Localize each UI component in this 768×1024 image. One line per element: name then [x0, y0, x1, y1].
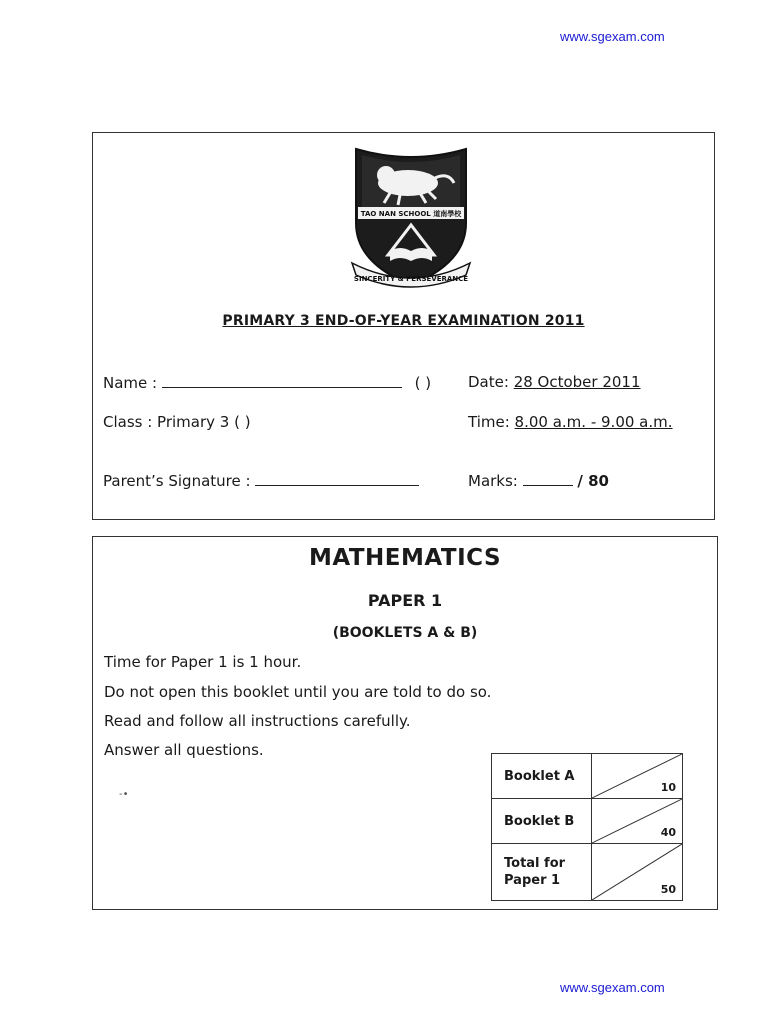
paper-title: PAPER 1: [367, 591, 443, 610]
total-label: Total for Paper 1: [492, 844, 592, 901]
booklet-a-max: 10: [660, 781, 676, 794]
booklet-b-score-cell[interactable]: [592, 799, 683, 844]
name-blank[interactable]: [162, 373, 402, 388]
website-url-bottom[interactable]: www.sgexam.com: [560, 980, 665, 995]
time-label: Time:: [468, 413, 510, 431]
table-row: [492, 844, 683, 901]
signature-row: [103, 471, 419, 490]
scan-speck: -•: [119, 789, 129, 800]
total-max: 50: [660, 883, 676, 896]
instruction-item: Answer all questions.: [104, 741, 264, 759]
svg-text:SINCERITY & PERSEVERANCE: SINCERITY & PERSEVERANCE: [353, 275, 469, 283]
table-row: [492, 799, 683, 844]
date-row: [468, 373, 641, 391]
booklet-a-label: Booklet A: [492, 754, 592, 799]
instruction-item: Read and follow all instructions carefully.: [104, 712, 411, 730]
marks-table: [491, 753, 683, 901]
signature-blank[interactable]: [255, 471, 419, 486]
total-score-cell[interactable]: [592, 844, 683, 901]
time-row: [468, 413, 673, 431]
signature-label: Parent’s Signature :: [103, 472, 251, 490]
instruction-item: Time for Paper 1 is 1 hour.: [104, 653, 302, 671]
marks-label: Marks:: [468, 472, 518, 490]
svg-text:TAO NAN SCHOOL 道南學校: TAO NAN SCHOOL 道南學校: [360, 210, 462, 218]
cover-header-box: [92, 132, 715, 520]
name-label: Name :: [103, 374, 158, 392]
time-value: 8.00 a.m. - 9.00 a.m.: [514, 413, 673, 431]
date-label: Date:: [468, 373, 509, 391]
table-row: [492, 754, 683, 799]
booklets-subtitle: (BOOKLETS A & B): [332, 625, 478, 641]
website-url-top[interactable]: www.sgexam.com: [560, 29, 665, 44]
subject-title: MATHEMATICS: [308, 545, 502, 571]
booklet-a-score-cell[interactable]: [592, 754, 683, 799]
booklet-b-label: Booklet B: [492, 799, 592, 844]
booklet-b-max: 40: [660, 826, 676, 839]
name-row: [103, 373, 431, 392]
cover-main-box: [92, 536, 718, 910]
marks-row: [468, 471, 609, 490]
date-value: 28 October 2011: [513, 373, 641, 391]
school-crest-logo: [348, 143, 474, 291]
instruction-item: Do not open this booklet until you are told to do so.: [104, 683, 492, 701]
exam-title: PRIMARY 3 END-OF-YEAR EXAMINATION 2011: [222, 313, 585, 329]
marks-total: / 80: [577, 472, 609, 490]
class-row: [103, 413, 251, 431]
register-number-paren: ( ): [414, 374, 432, 392]
marks-blank[interactable]: [523, 471, 573, 486]
class-label: Class : Primary 3 ( ): [103, 413, 251, 431]
